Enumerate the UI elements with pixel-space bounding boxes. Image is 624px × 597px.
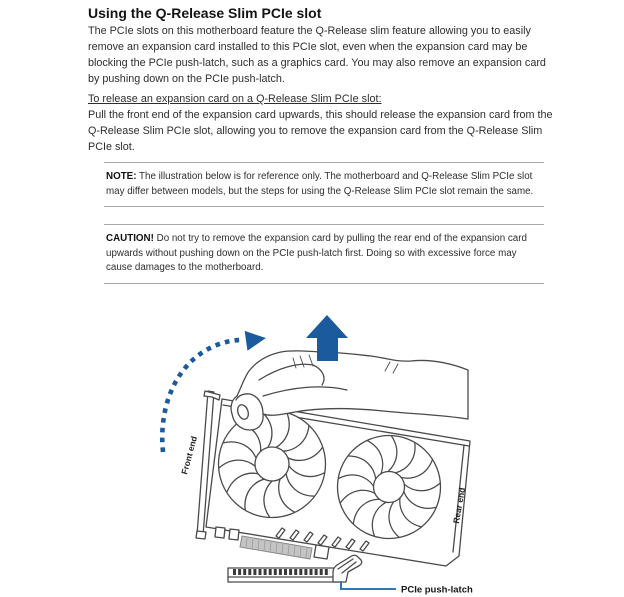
procedure-heading: To release an expansion card on a Q-Release Slim PCIe slot: — [88, 93, 382, 105]
procedure-paragraph: Pull the front end of the expansion card upwards, this should release the expansion card from the Q-Release Slim PCIe slot, allowing you to remove the expansion card from the Q-Release Slim PCIe slot. — [88, 109, 553, 153]
pcie-push-latch-illustration — [333, 555, 362, 582]
page-title: Using the Q-Release Slim PCIe slot — [88, 5, 322, 21]
push-latch-label: PCIe push-latch — [401, 584, 473, 596]
note-prefix: NOTE: — [106, 171, 137, 182]
caution-prefix: CAUTION! — [106, 233, 154, 244]
caution-box — [104, 224, 544, 284]
rear-end-label: Rear end — [450, 486, 468, 525]
note-box — [104, 162, 544, 207]
front-end-label: Front end — [179, 434, 200, 476]
illustration-figure — [0, 300, 624, 597]
caution-text: Do not try to remove the expansion card by pulling the rear end of the expansion card upwards without pushing down on the PCIe push-latch first. Doing so with excessive force may cause damages to the motherboard. — [106, 233, 527, 273]
note-text: The illustration below is for reference only. The motherboard and Q-Release Slim PCIe slot may differ between models, but the steps for using the Q-Release Slim PCIe slot remain the same. — [106, 171, 534, 197]
push-latch-leader-line — [341, 581, 396, 589]
intro-paragraph: The PCIe slots on this motherboard feature the Q-Release slim feature allowing you to easily remove an expansion card installed to this PCIe slot, even when the expansion card may be blocking the PCIe push-latch, such as a graphics card. You may also remove an expansion card by pushing down on the PCIe push-latch. — [88, 25, 546, 85]
fan-right — [338, 436, 441, 539]
graphics-card-illustration — [179, 391, 470, 566]
pcie-slot-illustration — [228, 555, 362, 582]
fan-left — [218, 411, 325, 518]
